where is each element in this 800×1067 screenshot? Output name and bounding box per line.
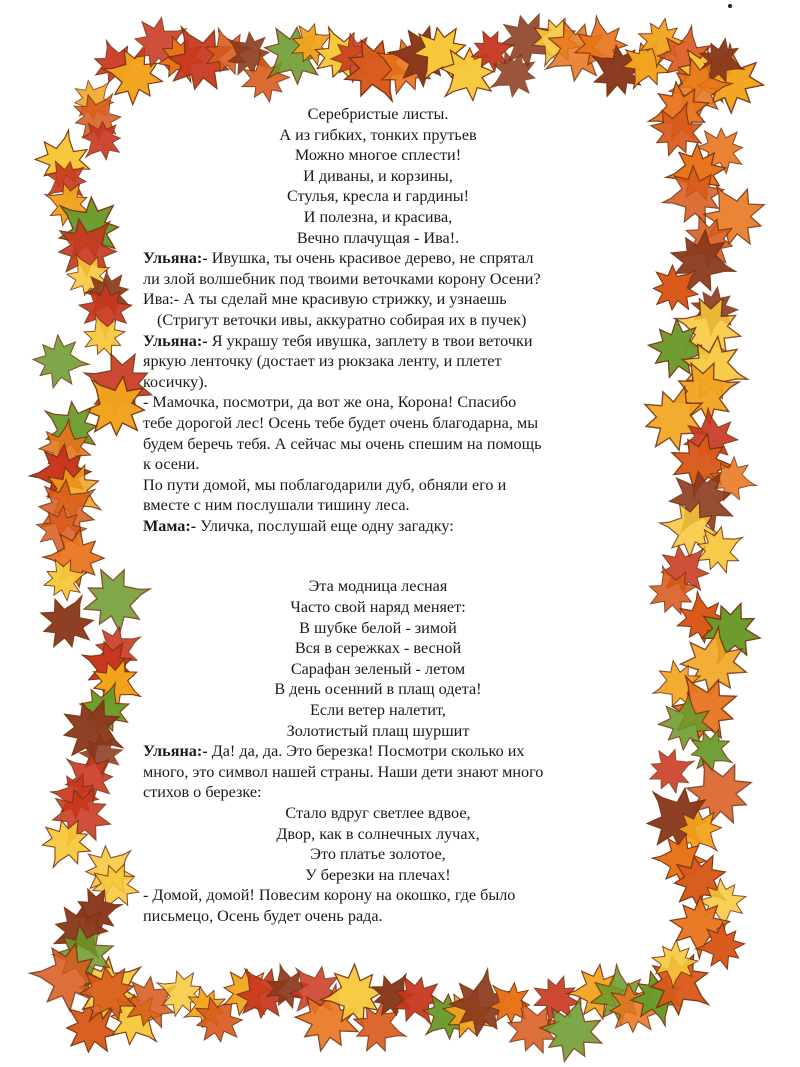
poem-line: А из гибких, тонких прутьев bbox=[279, 125, 477, 144]
document-text bbox=[143, 104, 613, 927]
dialogue-line bbox=[143, 331, 613, 352]
riddle-birch bbox=[143, 576, 613, 741]
closing-block bbox=[143, 885, 613, 926]
dialogue-line bbox=[143, 248, 613, 269]
dialogue-line: Ива:- А ты сделай мне красивую стрижку, и узнаешь bbox=[143, 290, 507, 309]
poem-line: В день осенний в плащ одета! bbox=[274, 680, 482, 699]
narration-line: вместе с ним послушали тишину леса. bbox=[143, 496, 410, 515]
dialogue-line: стихов о березке: bbox=[143, 783, 262, 802]
poem-line: Сарафан зеленый - летом bbox=[290, 659, 466, 678]
dialogue-line bbox=[143, 741, 613, 762]
speaker-name: Ульяна:- bbox=[143, 742, 208, 761]
dialogue-line: к осени. bbox=[143, 455, 200, 474]
dialogue-line: - Домой, домой! Повесим корону на окошко, где было bbox=[143, 886, 516, 905]
dialogue-line: тебе дорогой лес! Осень тебе будет очень благодарна, мы bbox=[143, 413, 539, 432]
dialogue-line: косичку). bbox=[143, 372, 208, 391]
poem-line: Эта модница лесная bbox=[308, 577, 448, 596]
dialogue-line: письмецо, Осень будет очень рада. bbox=[143, 906, 383, 925]
scan-artifact-dot bbox=[728, 4, 732, 8]
leaf-icon bbox=[31, 333, 91, 391]
speaker-name: Ульяна:- bbox=[143, 249, 208, 268]
speech-text: Да! да, да. Это березка! Посмотри сколько их bbox=[207, 742, 525, 761]
dialogue-block-2 bbox=[143, 741, 613, 803]
speech-text: Уличка, послушай еще одну загадку: bbox=[196, 516, 454, 535]
poem-line: Часто свой наряд меняет: bbox=[290, 598, 466, 617]
poem-line: Золотистый плащ шуршит bbox=[286, 721, 470, 740]
dialogue-block-1 bbox=[143, 248, 613, 536]
dialogue-line: будем беречь тебя. А сейчас мы очень спешим на помощь bbox=[143, 434, 542, 453]
poem-line: В шубке белой - зимой bbox=[299, 618, 457, 637]
dialogue-line bbox=[143, 516, 613, 537]
poem-line: Вся в сережках - весной bbox=[294, 639, 462, 658]
poem-line: И диваны, и корзины, bbox=[303, 166, 453, 185]
speech-text: Я украшу тебя ивушка, заплету в твои веточки bbox=[207, 331, 533, 350]
poem-line: У березки на плечах! bbox=[305, 865, 451, 884]
poem-line: Двор, как в солнечных лучах, bbox=[276, 824, 480, 843]
stage-direction: (Стригут веточки ивы, аккуратно собирая их в пучек) bbox=[157, 310, 527, 329]
speech-text: Ивушка, ты очень красивое дерево, не спрятал bbox=[207, 249, 534, 268]
poem-line: Стало вдруг светлее вдвое, bbox=[285, 804, 471, 822]
poem-line: Стулья, кресла и гардины! bbox=[286, 187, 470, 206]
narration-line: По пути домой, мы поблагодарили дуб, обняли его и bbox=[143, 475, 507, 494]
speaker-name: Ульяна:- bbox=[143, 331, 208, 350]
poem-line: Если ветер налетит, bbox=[310, 701, 446, 720]
dialogue-line: ли злой волшебник под твоими веточками корону Осени? bbox=[143, 269, 541, 288]
poem-line: Серебристые листы. bbox=[307, 105, 449, 123]
dialogue-line: много, это символ нашей страны. Наши дети знают много bbox=[143, 762, 544, 781]
dialogue-line: - Мамочка, посмотри, да вот же она, Корона! Спасибо bbox=[143, 393, 517, 412]
poem-birch bbox=[143, 803, 613, 885]
speaker-name: Мама:- bbox=[143, 516, 197, 535]
poem-line: Можно многое сплести! bbox=[294, 146, 462, 165]
spacer bbox=[143, 536, 613, 576]
poem-line: Это платье золотое, bbox=[310, 845, 446, 864]
poem-line: И полезна, и красива, bbox=[303, 207, 453, 226]
poem-willow bbox=[143, 104, 613, 248]
dialogue-line: яркую ленточку (достает из рюкзака ленту, и плетет bbox=[143, 352, 502, 371]
poem-line: Вечно плачущая - Ива!. bbox=[296, 228, 460, 247]
